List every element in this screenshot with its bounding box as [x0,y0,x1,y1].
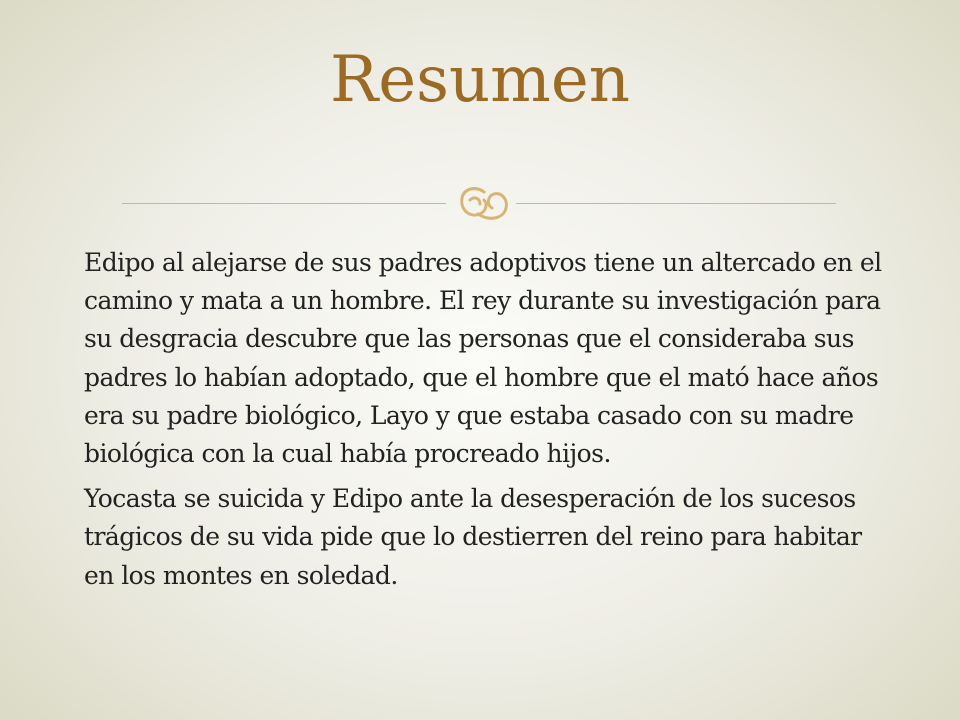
divider-left [122,203,446,204]
slide-title: Resumen [330,43,630,117]
flourish-icon [450,178,512,228]
divider-right [516,203,836,204]
body-text [84,244,884,595]
paragraph-1: Edipo al alejarse de sus padres adoptivos tiene un altercado en el camino y mata a un hombre. El rey durante su investigación para su desgracia descubre que las personas que el consideraba sus padres lo habían adoptado, que el hombre que el mató hace años era su padre biológico, Layo y que estaba casado con su madre biológica con la cual había procreado hijos. [84,248,882,469]
paragraph-2: Yocasta se suicida y Edipo ante la desesperación de los sucesos trágicos de su vida pide que lo destierren del reino para habitar en los montes en soledad. [84,484,862,590]
